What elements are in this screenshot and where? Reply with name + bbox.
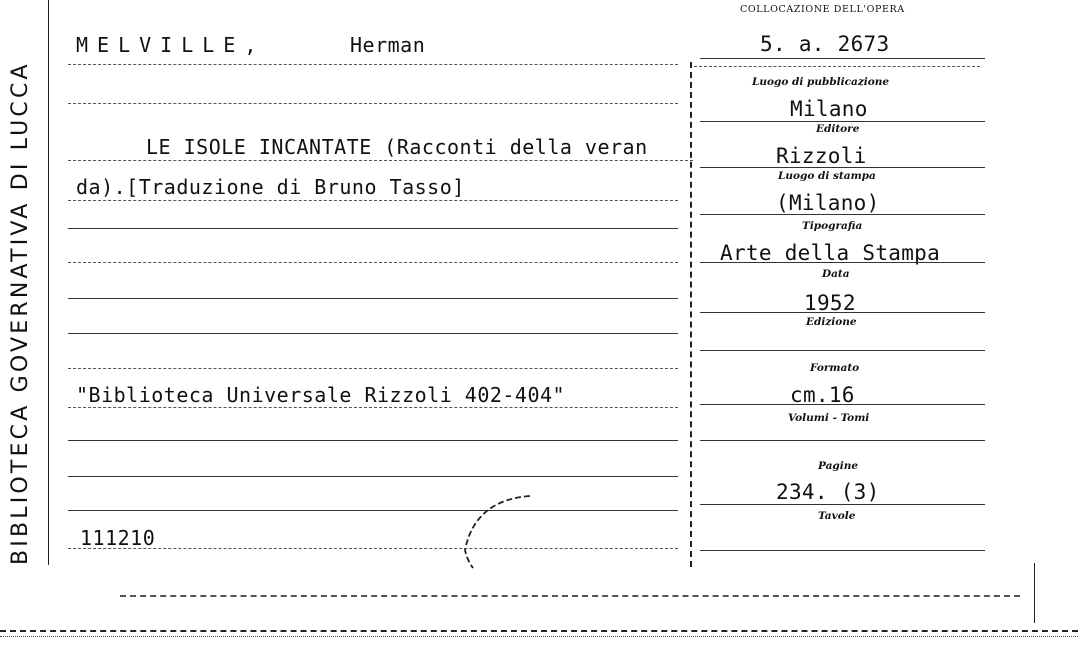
label-data: Data (822, 268, 850, 280)
rule-line (68, 333, 678, 334)
rule-line (700, 58, 985, 59)
rule-line (68, 368, 678, 369)
label-luogo-stampa: Luogo di stampa (778, 170, 876, 182)
rule-line (68, 262, 678, 263)
collocazione-value: 5. a. 2673 (760, 32, 890, 56)
rule-line (700, 440, 985, 441)
rule-line (700, 214, 985, 215)
rule-line (68, 510, 678, 511)
rule-line (700, 121, 985, 122)
rule-line (68, 200, 678, 201)
author-given-name: Herman (350, 33, 426, 57)
collocazione-header: COLLOCAZIONE DELL'OPERA (740, 4, 905, 15)
label-volumi: Volumi - Tomi (788, 412, 870, 424)
value-luogo-stampa: (Milano) (776, 191, 880, 215)
value-tipografia: Arte della Stampa (720, 241, 941, 265)
rule-line (700, 504, 985, 505)
label-tavole: Tavole (818, 510, 856, 522)
scan-edge (120, 595, 1020, 597)
inventory-number: 111210 (80, 526, 156, 550)
value-luogo-pubblicazione: Milano (790, 97, 868, 121)
label-luogo-pubblicazione: Luogo di pubblicazione (752, 76, 890, 88)
scan-edge (1034, 563, 1035, 623)
value-formato: cm.16 (790, 383, 855, 407)
title-line-1: LE ISOLE INCANTATE (Racconti della veran (146, 135, 648, 159)
rule-line (700, 404, 985, 405)
rule-line (68, 476, 678, 477)
label-tipografia: Tipografia (802, 220, 863, 232)
author-surname: MELVILLE, (76, 33, 266, 57)
rule-line (68, 548, 678, 549)
scan-edge-band (0, 636, 1078, 637)
rule-line (700, 262, 985, 263)
left-margin-line (48, 0, 49, 565)
rule-line (68, 160, 693, 161)
label-pagine: Pagine (818, 460, 859, 472)
value-data: 1952 (804, 291, 856, 315)
series-note: "Biblioteca Universale Rizzoli 402-404" (76, 383, 566, 407)
library-name-vertical: BIBLIOTECA GOVERNATIVA DI LUCCA (8, 61, 33, 565)
label-editore: Editore (816, 123, 860, 135)
rule-line (68, 407, 678, 408)
rule-line (694, 66, 980, 67)
rule-line (68, 228, 678, 229)
rule-line (68, 298, 678, 299)
rule-line (700, 350, 985, 351)
rule-line (700, 167, 985, 168)
title-line-2: da).[Traduzione di Bruno Tasso] (76, 175, 465, 199)
label-edizione: Edizione (806, 316, 857, 328)
value-editore: Rizzoli (776, 144, 867, 168)
rule-line (700, 550, 985, 551)
value-pagine: 234. (3) (776, 480, 880, 504)
label-formato: Formato (810, 362, 860, 374)
rule-line (68, 440, 678, 441)
rule-line (68, 64, 678, 65)
stamp-mark (455, 490, 545, 570)
scan-edge-band (0, 630, 1078, 632)
column-divider (690, 62, 692, 567)
rule-line (700, 312, 985, 313)
rule-line (68, 103, 678, 104)
